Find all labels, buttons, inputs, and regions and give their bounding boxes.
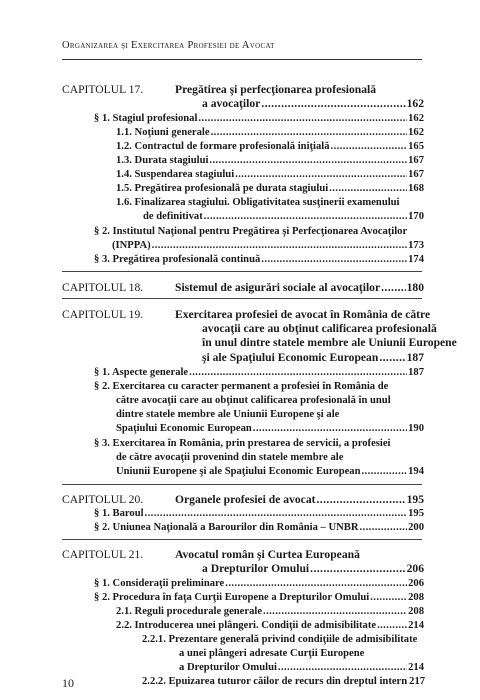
leader-dots — [198, 112, 407, 125]
leader-dots — [370, 591, 407, 604]
leader-dots — [253, 422, 407, 435]
toc-chapter-entry[interactable] — [202, 562, 424, 575]
entry-text: § 1. Stagiul profesional — [94, 113, 198, 124]
toc-entry[interactable] — [94, 507, 424, 520]
toc-entry[interactable] — [116, 182, 424, 195]
page-ref: 195 — [408, 508, 424, 519]
chapter-label: CAPITOLUL 17. — [62, 83, 144, 96]
entry-text: § 2. Procedura în faţa Curţii Europene a Drepturilor Omului — [94, 592, 370, 603]
leader-dots — [278, 661, 407, 674]
toc-entry[interactable] — [94, 112, 424, 125]
toc-entry-line[interactable]: dintre statele membre ale Uniunii Europene şi ale — [116, 409, 340, 420]
page-ref: 206 — [406, 562, 424, 575]
toc-entry[interactable] — [116, 619, 424, 632]
toc-entry-line[interactable]: a unei plângeri adresate Curţii Europene — [179, 648, 365, 659]
page-ref: 190 — [408, 423, 424, 434]
leader-dots — [209, 154, 407, 167]
leader-dots — [381, 281, 405, 294]
page-ref: 214 — [408, 662, 424, 673]
page-ref: 194 — [408, 466, 424, 477]
header-rule — [62, 59, 422, 60]
toc-entry-line[interactable]: 2.2.1. Prezentare generală privind condiţiile de admisibilitate — [142, 634, 418, 645]
page-number: 10 — [62, 676, 74, 690]
page-ref: 206 — [408, 578, 424, 589]
toc-entry-line[interactable]: § 2. Exercitarea cu caracter permanent a profesiei în România de — [94, 381, 389, 392]
chapter-title: Avocatul român şi Curtea Europeană — [175, 548, 360, 561]
toc-entry[interactable] — [116, 126, 424, 139]
toc-entry[interactable] — [94, 521, 424, 534]
entry-text: 2.1. Reguli procedurale generale — [116, 606, 263, 617]
entry-text: 1.3. Durata stagiului — [116, 155, 209, 166]
entry-text: 2.2.2. Epuizarea tuturor căilor de recurs din dreptul intern — [142, 676, 408, 687]
toc-entry-line[interactable]: către avocaţii care au obţinut calificarea profesională în unul — [116, 395, 391, 406]
leader-dots — [235, 168, 407, 181]
page-ref: 208 — [408, 606, 424, 617]
leader-dots — [329, 182, 407, 195]
toc-entry[interactable] — [116, 422, 424, 435]
page-ref: 187 — [406, 351, 424, 364]
chapter-title: Organele profesiei de avocat — [175, 493, 316, 506]
page-ref: 173 — [408, 240, 424, 251]
page-ref: 165 — [408, 141, 424, 152]
toc-entry[interactable] — [112, 239, 424, 252]
leader-dots — [362, 465, 408, 478]
leader-dots — [204, 210, 407, 223]
entry-text: 1.1. Noţiuni generale — [116, 127, 210, 138]
leader-dots — [189, 366, 407, 379]
toc-entry[interactable] — [143, 210, 424, 223]
page-ref: 167 — [408, 155, 424, 166]
toc-entry[interactable] — [94, 366, 424, 379]
leader-dots — [331, 140, 408, 153]
leader-dots — [310, 562, 405, 575]
entry-text: 1.4. Suspendarea stagiului — [116, 169, 235, 180]
section-separator — [62, 484, 422, 485]
entry-text: § 2. Uniunea Naţională a Barourilor din România – UNBR — [94, 522, 359, 533]
chapter-title: Exercitarea profesiei de avocat în România de către — [175, 308, 431, 321]
toc-entry-line[interactable]: § 2. Institutul Naţional pentru Pregătirea şi Perfecţionarea Avocaţilor — [94, 226, 408, 237]
page-ref: 168 — [408, 183, 424, 194]
leader-dots — [261, 253, 407, 266]
leader-dots — [263, 605, 407, 618]
entry-text: a Drepturilor Omului — [179, 662, 277, 673]
chapter-title: Sistemul de asigurări sociale al avocaţilor — [175, 281, 381, 294]
entry-text: Uniunii Europene şi ale Spaţiului Economic European — [116, 466, 361, 477]
leader-dots — [211, 126, 408, 139]
entry-text: 1.5. Pregătirea profesională pe durata stagiului — [116, 183, 329, 194]
entry-text: Spaţiului Economic European — [116, 423, 252, 434]
running-header: Organizarea şi Exercitarea Profesiei de Avocat — [62, 40, 275, 51]
toc-entry[interactable] — [116, 605, 424, 618]
section-separator — [62, 298, 422, 299]
toc-entry[interactable] — [116, 154, 424, 167]
page-ref: 200 — [408, 522, 424, 533]
toc-entry-line[interactable]: 1.6. Finalizarea stagiului. Obligativitatea susţinerii examenului — [116, 197, 400, 208]
chapter-label: CAPITOLUL 19. — [62, 308, 144, 321]
toc-entry[interactable] — [94, 253, 424, 266]
leader-dots — [379, 351, 405, 364]
page-ref: 214 — [408, 620, 424, 631]
page-ref: 195 — [406, 493, 424, 506]
page-ref: 208 — [408, 592, 424, 603]
entry-text: § 3. Pregătirea profesională continuă — [94, 254, 261, 265]
page-ref: 170 — [408, 211, 424, 222]
toc-entry-line[interactable]: de către avocaţii provenind din statele membre ale — [116, 452, 344, 463]
entry-text: § 1. Aspecte generale — [94, 367, 189, 378]
page-ref: 180 — [406, 281, 424, 294]
toc-entry[interactable] — [142, 675, 424, 688]
entry-text: 1.2. Contractul de formare profesională iniţială — [116, 141, 330, 152]
toc-entry-line[interactable]: § 3. Exercitarea în România, prin prestarea de servicii, a profesiei — [94, 438, 391, 449]
leader-dots — [377, 619, 407, 632]
leader-dots — [145, 507, 408, 520]
chapter-label: CAPITOLUL 20. — [62, 493, 144, 506]
page-ref: 167 — [408, 169, 424, 180]
toc-chapter-entry[interactable] — [175, 281, 424, 294]
leader-dots — [360, 521, 408, 534]
chapter-label: CAPITOLUL 21. — [62, 548, 144, 561]
chapter-title: Pregătirea şi perfecţionarea profesională — [175, 83, 377, 96]
toc-entry[interactable] — [179, 661, 424, 674]
section-separator — [62, 271, 422, 272]
page-ref: 174 — [408, 254, 424, 265]
page-ref: 187 — [408, 367, 424, 378]
toc-entry[interactable] — [116, 465, 424, 478]
toc-entry[interactable] — [94, 591, 424, 604]
entry-text: de definitivat — [143, 211, 203, 222]
toc-chapter-entry[interactable] — [202, 97, 424, 110]
entry-text: (INPPA) — [112, 240, 151, 251]
leader-dots — [261, 97, 405, 110]
entry-text: § 1. Baroul — [94, 508, 144, 519]
chapter-title: avocaţii care au obţinut calificarea profesională — [202, 322, 437, 335]
page-ref: 217 — [409, 676, 426, 687]
page-ref: 162 — [408, 113, 424, 124]
chapter-title: a Drepturilor Omului — [202, 562, 310, 575]
entry-text: § 1. Consideraţii preliminare — [94, 578, 225, 589]
toc-entry[interactable] — [94, 577, 424, 590]
page-ref: 162 — [406, 97, 424, 110]
section-separator — [62, 539, 422, 540]
leader-dots — [317, 493, 406, 506]
chapter-title: şi ale Spaţiului Economic European — [202, 351, 379, 364]
chapter-label: CAPITOLUL 18. — [62, 281, 144, 294]
leader-dots — [152, 239, 407, 252]
page-ref: 162 — [408, 127, 424, 138]
toc-entry[interactable] — [116, 168, 424, 181]
chapter-title: în unul dintre statele membre ale Uniunii Europene — [202, 336, 457, 349]
toc-chapter-entry[interactable] — [175, 493, 424, 506]
toc-chapter-entry[interactable] — [202, 351, 424, 364]
leader-dots — [225, 577, 407, 590]
entry-text: 2.2. Introducerea unei plângeri. Condiţii de admisibilitate — [116, 620, 377, 631]
chapter-title: a avocaţilor — [202, 97, 261, 110]
toc-entry[interactable] — [116, 140, 424, 153]
